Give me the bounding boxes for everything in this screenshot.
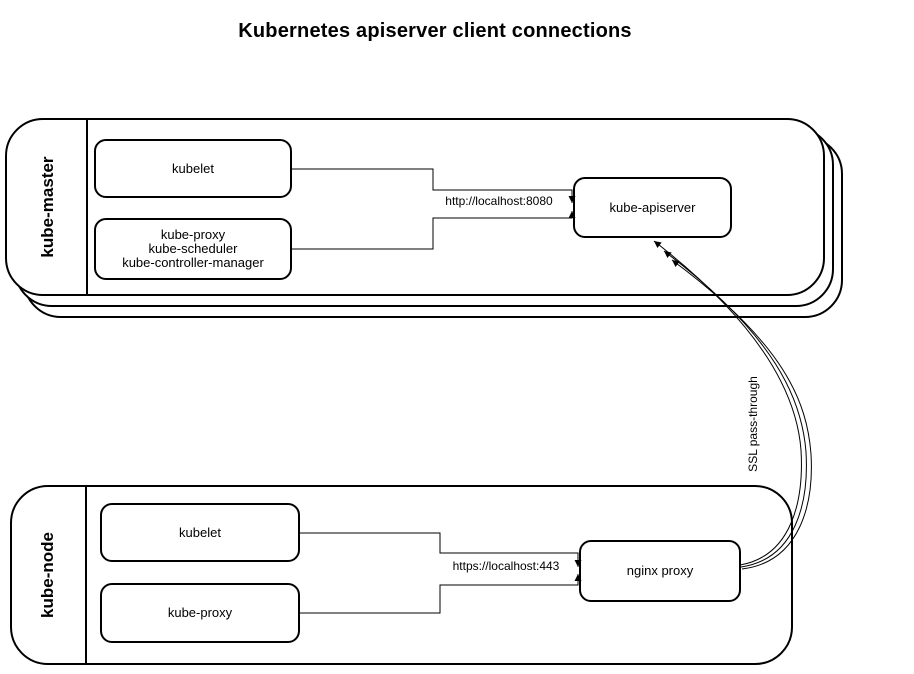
node-kubelet-node-label: kubelet [179,524,221,540]
node-kube-proxy [100,583,300,643]
edge-label-http-localhost-8080: http://localhost:8080 [445,194,553,208]
control-plane-line-3: kube-controller-manager [122,255,264,270]
kube-master-label-divider [86,120,88,294]
node-kube-apiserver [573,177,732,238]
control-plane-line-1: kube-proxy [160,227,226,242]
kube-master-group-label: kube-master [38,156,57,258]
node-kube-proxy-label: kube-proxy [167,605,233,620]
node-kubelet-node [100,503,300,562]
control-plane-line-2: kube-scheduler [148,241,238,256]
node-kubelet-master-label: kubelet [172,160,214,176]
node-nginx-proxy [579,540,741,602]
kube-node-group-label: kube-node [38,532,57,618]
diagram-title: Kubernetes apiserver client connections [238,20,632,42]
node-kube-apiserver-label: kube-apiserver [609,199,696,215]
kube-node-label-divider [85,487,87,663]
ssl-pass-through-label: SSL pass-through [746,376,760,472]
node-control-plane-clients [94,218,292,280]
node-nginx-proxy-label: nginx proxy [626,563,694,578]
edge-label-https-localhost-443: https://localhost:443 [452,559,560,573]
node-kubelet-master [94,139,292,198]
